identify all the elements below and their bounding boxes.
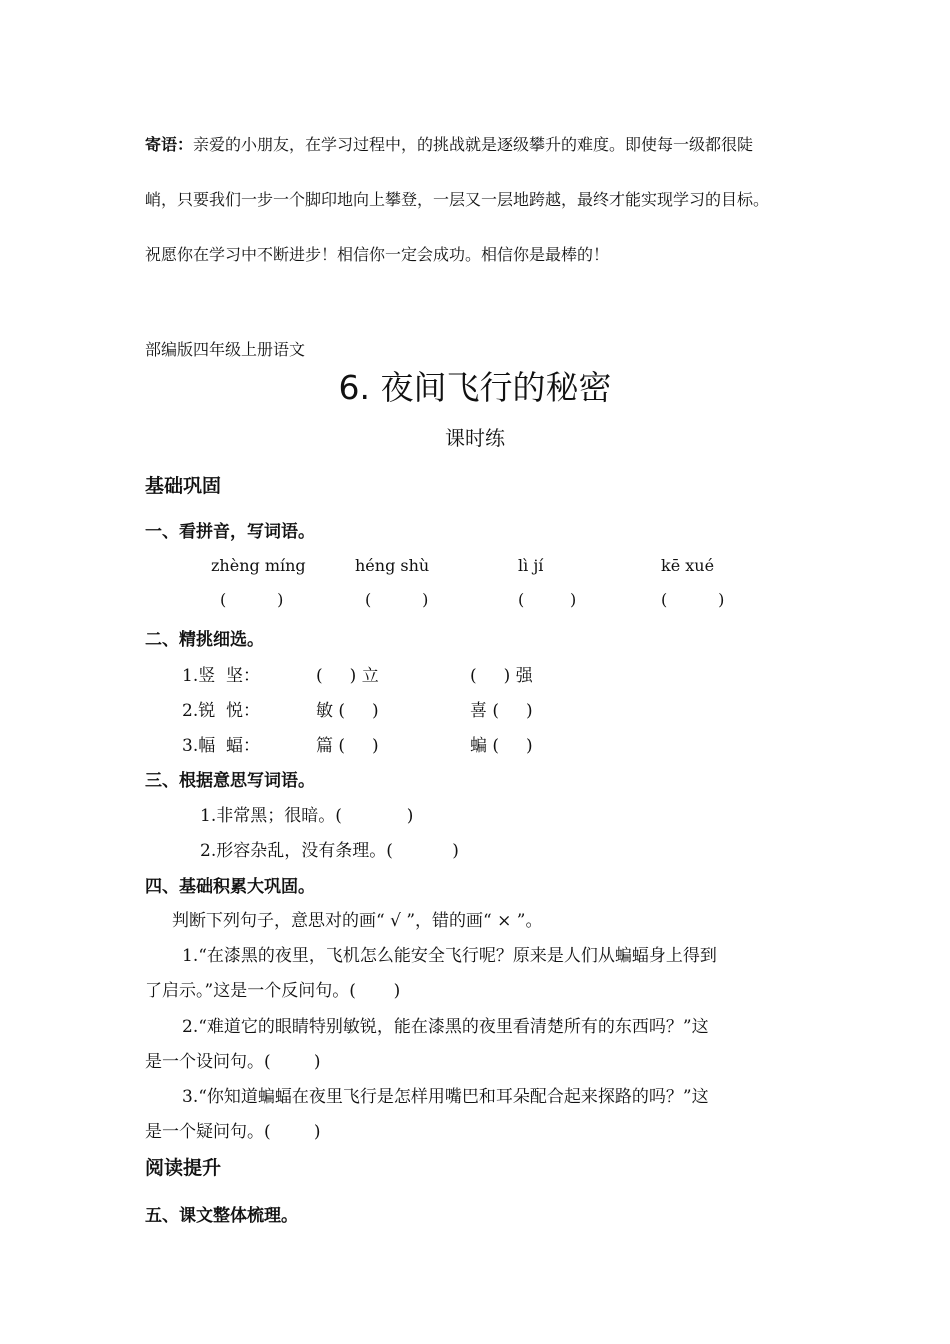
message-line-2: 峭，只要我们一步一个脚印地向上攀登，一层又一层地跨越，最终才能实现学习的目标。 — [145, 190, 770, 209]
q2-row-3-a[interactable]: 篇 ( ) — [316, 736, 379, 756]
pinyin-1: zhèng míng — [211, 556, 306, 575]
q4-heading: 四、基础积累大巩固。 — [145, 877, 315, 897]
section-heading-reading: 阅读提升 — [145, 1157, 222, 1179]
q2-heading: 二、精挑细选。 — [145, 630, 264, 650]
pinyin-3: lì jí — [518, 556, 544, 575]
pinyin-4: kē xué — [661, 556, 715, 575]
q2-row-3-label: 3.幅 蝠： — [182, 736, 261, 756]
q4-item-1-line-1: 1.“在漆黑的夜里，飞机怎么能安全飞行呢？原来是人们从蝙蝠身上得到 — [182, 946, 717, 966]
page-subtitle: 课时练 — [445, 426, 505, 450]
q3-item-2[interactable]: 2.形容杂乱，没有条理。( ) — [200, 841, 459, 861]
section-heading-basics: 基础巩固 — [145, 475, 222, 497]
q2-row-2-label: 2.锐 悦： — [182, 701, 261, 721]
q3-heading: 三、根据意思写词语。 — [145, 771, 315, 791]
answer-blank-1[interactable]: ( ) — [220, 590, 284, 609]
q3-item-1[interactable]: 1.非常黑；很暗。( ) — [200, 806, 414, 826]
page-title: 6. 夜间飞行的秘密 — [338, 368, 612, 407]
q2-row-2-a[interactable]: 敏 ( ) — [316, 701, 379, 721]
q4-item-3-line-2[interactable]: 是一个疑问句。( ) — [145, 1122, 321, 1142]
edition-label: 部编版四年级上册语文 — [145, 340, 306, 359]
answer-blank-2[interactable]: ( ) — [365, 590, 429, 609]
q5-heading: 五、课文整体梳理。 — [145, 1206, 298, 1226]
q4-item-3-line-1: 3.“你知道蝙蝠在夜里飞行是怎样用嘴巴和耳朵配合起来探路的吗？”这 — [182, 1087, 709, 1107]
message-line-1 — [145, 132, 753, 155]
q4-item-2-line-2[interactable]: 是一个设问句。( ) — [145, 1052, 321, 1072]
q2-row-1-a[interactable]: ( ) 立 — [316, 666, 379, 686]
q4-instruction: 判断下列句子，意思对的画“ √ ”，错的画“ × ”。 — [172, 911, 543, 931]
pinyin-2: héng shù — [355, 556, 430, 575]
message-label: 寄语： — [145, 135, 194, 154]
q1-heading: 一、看拼音，写词语。 — [145, 522, 315, 542]
q2-row-1-label: 1.竖 坚： — [182, 666, 261, 686]
message-text-1: 亲爱的小朋友，在学习过程中，的挑战就是逐级攀升的难度。即使每一级都很陡 — [193, 135, 754, 154]
answer-blank-3[interactable]: ( ) — [518, 590, 577, 609]
message-line-3: 祝愿你在学习中不断进步！相信你一定会成功。相信你是最棒的！ — [145, 245, 610, 264]
answer-blank-4[interactable]: ( ) — [661, 590, 725, 609]
q2-row-3-b[interactable]: 蝙 ( ) — [470, 736, 533, 756]
q4-item-1-line-2[interactable]: 了启示。”这是一个反问句。( ) — [145, 981, 401, 1001]
q2-row-2-b[interactable]: 喜 ( ) — [470, 701, 533, 721]
q2-row-1-b[interactable]: ( ) 强 — [470, 666, 533, 686]
q4-item-2-line-1: 2.“难道它的眼睛特别敏锐，能在漆黑的夜里看清楚所有的东西吗？”这 — [182, 1017, 709, 1037]
